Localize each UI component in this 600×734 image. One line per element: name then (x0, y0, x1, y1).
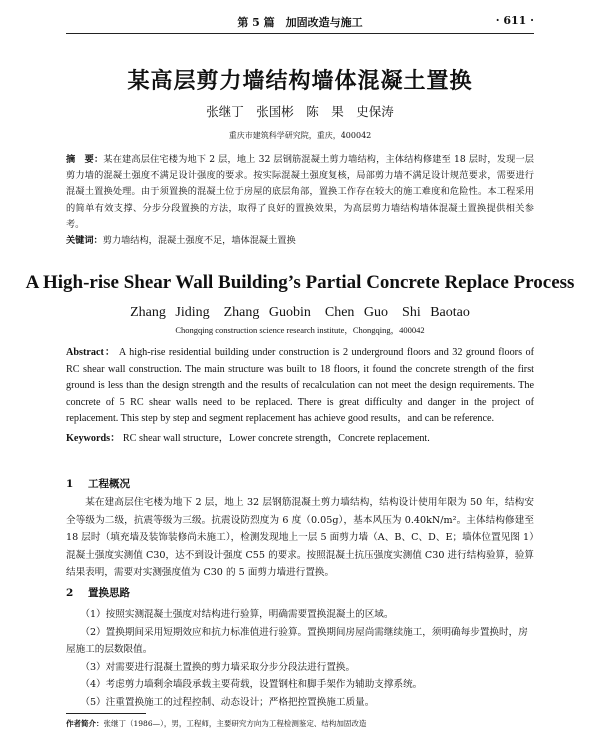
keywords-english-text: RC shear wall structure，Lower concrete strength，Concrete replacement. (122, 433, 430, 444)
running-head (66, 14, 534, 32)
keywords-english (66, 429, 534, 444)
abstract-chinese (66, 152, 534, 233)
list-item: （3）对需要进行混凝土置换的剪力墙采取分步分段法进行置换。 (80, 661, 356, 673)
section-1-paragraph: 某在建高层住宅楼为地下 2 层，地上 32 层钢筋混凝土剪力墙结构，结构设计使用年限为 50 年，结构安全等级为二级，抗震等级为三级。抗震设防烈度为 6 度（0.05g），基本风压为 0.40kN/m²。主体结构修建至 18 层时（填充墙及装饰装修尚未施工），检测发现地上一层 5 面剪力墙（A、B、C、D、E；墙体位置见图 1）混凝土强度实测值 C30，达不到设计强度 C55 的要求。按照混凝土抗压强度实测值 C30 进行结构验算，验算结果表明，需要对实测强度值为 C30 的 5 面剪力墙进行置换。 (66, 497, 534, 578)
authors-chinese: 张继丁 张国彬 陈 果 史保涛 (206, 104, 394, 119)
list-item: （5）注重置换施工的过程控制、动态设计；严格把控置换施工质量。 (80, 696, 375, 708)
footnote-text: 张继丁（1986—），男，工程师，主要研究方向为工程检测鉴定、结构加固改造 (103, 719, 367, 728)
section-2-title: 置换思路 (88, 587, 130, 599)
section-2-number: 2 (66, 587, 74, 599)
section-heading-2 (66, 585, 130, 600)
abstract-english-label: Abstract： (66, 347, 116, 358)
footnote-label: 作者简介： (66, 719, 104, 728)
page-number: · 611 · (495, 14, 534, 27)
keywords-chinese (66, 232, 534, 246)
keywords-chinese-text: 剪力墙结构，混凝土强度不足，墙体混凝土置换 (102, 235, 296, 246)
authors-english: Zhang Jiding Zhang Guobin Chen Guo Shi Baotao (130, 305, 470, 320)
abstract-english (66, 345, 534, 428)
running-head-section: 第 5 篇 加固改造与施工 (237, 16, 363, 29)
author-footnote (66, 718, 534, 729)
footnote-rule (66, 713, 146, 714)
section-2-list (66, 606, 534, 711)
affiliation-english: Chongqing construction science research institute，Chongqing，400042 (175, 325, 425, 335)
abstract-english-text: A high-rise residential building under construction is 2 underground floors and 32 ground floors of RC shear wall construction. The main structure was built to 18 floors, it found the concrete strength of the first ground is less than the design strength and the results of recalculation can not meet the design requirements. The concrete of 5 RC shear walls need to be replaced. There is great difficulty and danger in the project of replacement. This step by step and segment replacement has achieve good results，and can be reference. (66, 347, 534, 425)
abstract-chinese-text: 某在建高层住宅楼为地下 2 层，地上 32 层钢筋混凝土剪力墙结构，主体结构修建至 18 层时，发现一层剪力墙的混凝土强度不满足设计强度的要求。按实际混凝土强度复核，局部剪力墙不满足设计规范要求，需要进行混凝土置换处理。由于须置换的混凝土位于房屋的底层角部，置换工作存在较大的施工难度和危险性。本工程采用的简单有效支撑、分步分段置换的方法，取得了良好的置换效果，为高层剪力墙结构墙体混凝土置换提供相关参考。 (66, 154, 534, 230)
affiliation-chinese: 重庆市建筑科学研究院，重庆，400042 (228, 131, 372, 140)
header-rule (66, 33, 534, 34)
title-english: A High-rise Shear Wall Building’s Partial Concrete Replace Process (25, 272, 575, 293)
list-item: （1）按照实测混凝土强度对结构进行验算，明确需要置换混凝土的区域。 (80, 609, 394, 620)
abstract-chinese-label: 摘 要： (66, 154, 104, 165)
section-heading-1 (66, 476, 130, 491)
list-item: （2）置换期间采用短期效应和抗力标准值进行验算。置换期间房屋尚需继续施工，须明确每步置换时，房屋施工的层数限值。 (66, 626, 528, 655)
title-chinese: 某高层剪力墙结构墙体混凝土置换 (127, 68, 473, 94)
section-1-title: 工程概况 (88, 478, 130, 490)
section-1-number: 1 (66, 478, 74, 490)
keywords-chinese-label: 关键词： (66, 235, 103, 246)
list-item: （4）考虑剪力墙剩余墙段承载主要荷载，设置钢柱和脚手架作为辅助支撑系统。 (80, 679, 423, 690)
keywords-english-label: Keywords： (66, 433, 121, 444)
